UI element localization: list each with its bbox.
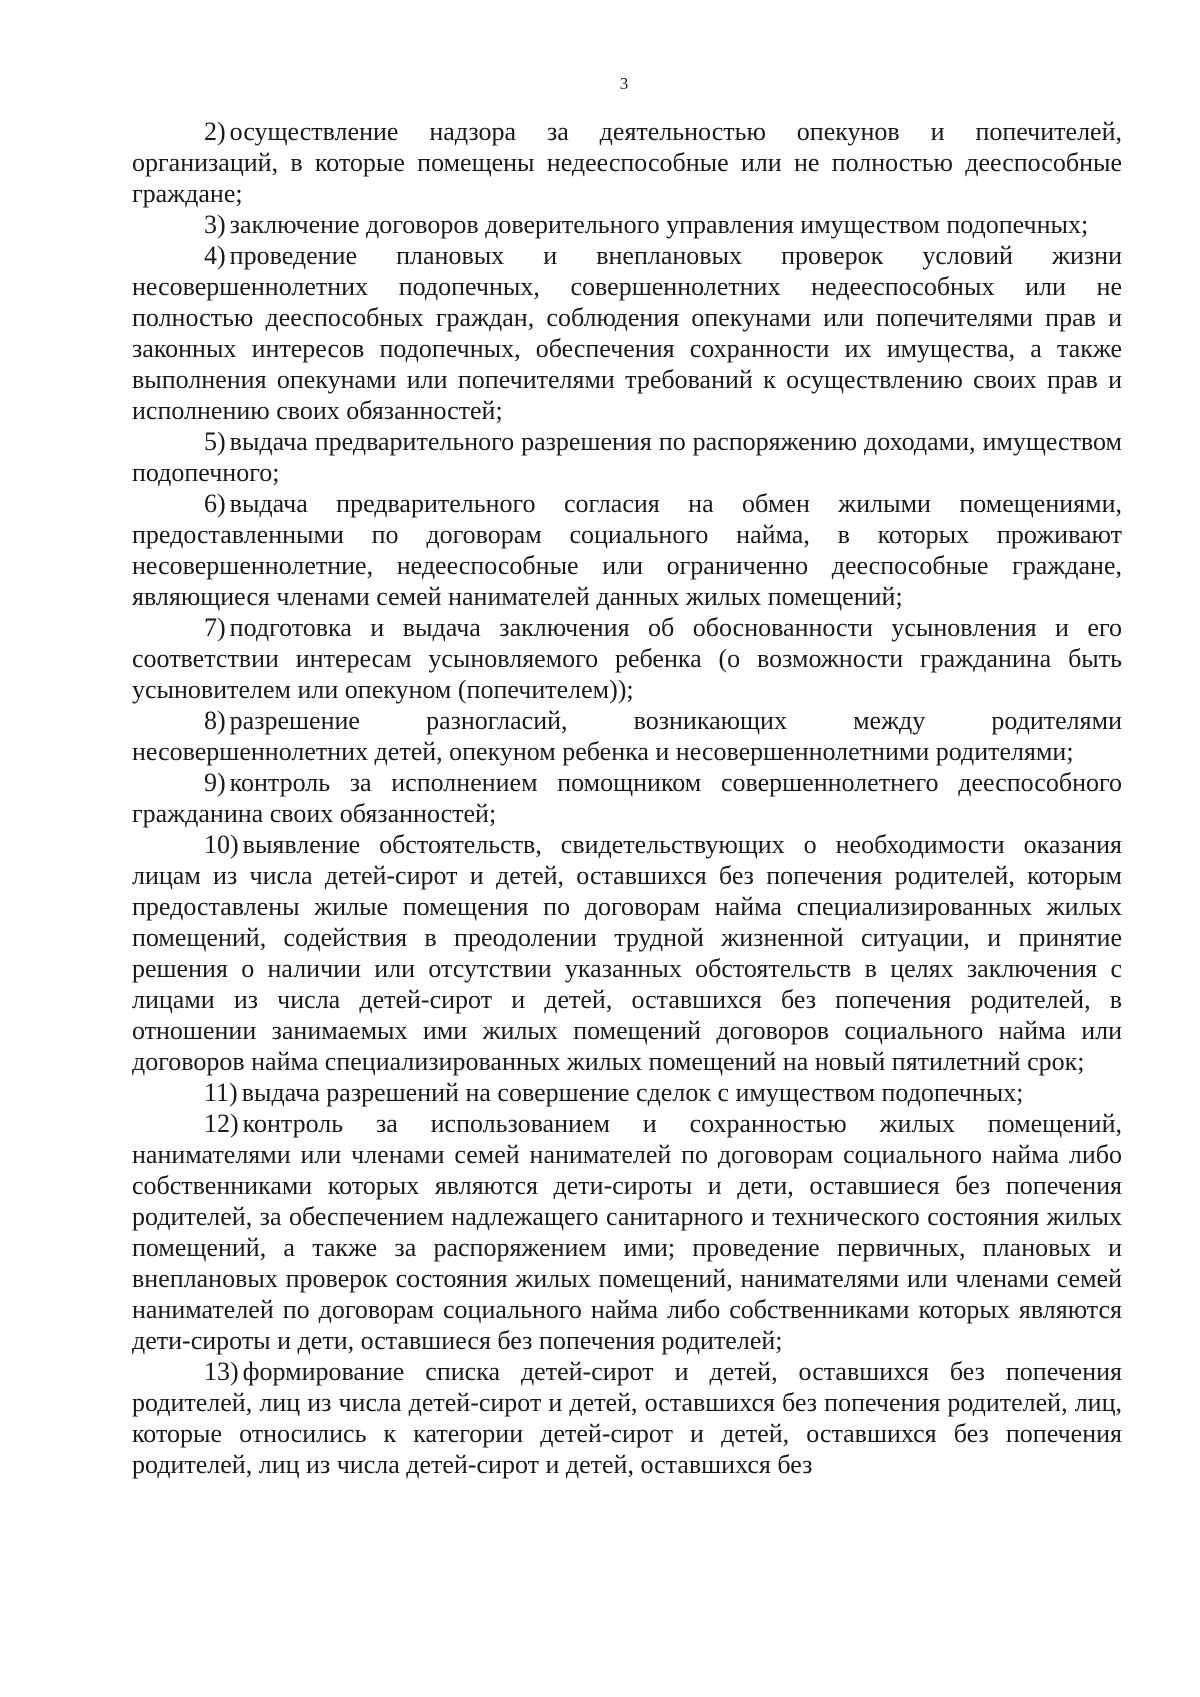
item-number: 9)	[204, 768, 226, 797]
list-item	[132, 488, 1122, 612]
item-text: формирование списка детей-сирот и детей, оставшихся без попечения родителей, лиц из числа детей-сирот и детей, оставшихся без попечения родителей, лиц, которые относились к категории детей-сирот и детей, оставшихся без попечения родителей, лиц из числа детей-сирот и детей, оставшихся без	[132, 1357, 1122, 1479]
page-number: 3	[619, 74, 629, 93]
item-number: 8)	[204, 706, 226, 735]
item-text: разрешение разногласий, возникающих между родителями несовершеннолетних детей, опекуном ребенка и несовершеннолетними родителями;	[132, 706, 1122, 766]
item-text: выявление обстоятельств, свидетельствующих о необходимости оказания лицам из числа детей-сирот и детей, оставшихся без попечения родителей, которым предоставлены жилые помещения по договорам найма специализированных жилых помещений, содействия в преодолении трудной жизненной ситуации, и принятие решения о наличии или отсутствии указанных обстоятельств в целях заключения с лицами из числа детей-сирот и детей, оставшихся без попечения родителей, в отношении занимаемых ими жилых помещений договоров социального найма или договоров найма специализированных жилых помещений на новый пятилетний срок;	[132, 830, 1122, 1076]
item-number: 10)	[204, 830, 239, 859]
item-number: 7)	[204, 613, 226, 642]
list-item	[132, 1077, 1122, 1108]
item-number: 11)	[204, 1078, 238, 1107]
list-item	[132, 705, 1122, 767]
item-number: 4)	[204, 241, 226, 270]
document-body	[132, 116, 1122, 1480]
item-number: 2)	[204, 117, 226, 146]
list-item	[132, 829, 1122, 1077]
item-text: заключение договоров доверительного управления имуществом подопечных;	[229, 210, 1089, 239]
item-text: контроль за исполнением помощником совершеннолетнего дееспособного гражданина своих обязанностей;	[132, 768, 1122, 828]
item-number: 13)	[204, 1357, 239, 1386]
item-text: выдача разрешений на совершение сделок с имуществом подопечных;	[241, 1078, 1024, 1107]
item-text: контроль за использованием и сохранностью жилых помещений, нанимателями или членами семей нанимателей по договорам социального найма либо собственниками которых являются дети-сироты и дети, оставшиеся без попечения родителей, за обеспечением надлежащего санитарного и технического состояния жилых помещений, а также за распоряжением ими; проведение первичных, плановых и внеплановых проверок состояния жилых помещений, нанимателями или членами семей нанимателей по договорам социального найма либо собственниками которых являются дети-сироты и дети, оставшиеся без попечения родителей;	[132, 1109, 1122, 1355]
list-item	[132, 1356, 1122, 1480]
list-item	[132, 240, 1122, 426]
item-text: осуществление надзора за деятельностью опекунов и попечителей, организаций, в которые помещены недееспособные или не полностью дееспособные граждане;	[132, 117, 1122, 208]
list-item	[132, 426, 1122, 488]
item-number: 12)	[204, 1109, 239, 1138]
item-text: подготовка и выдача заключения об обоснованности усыновления и его соответствии интересам усыновляемого ребенка (о возможности гражданина быть усыновителем или опекуном (попечителем));	[132, 613, 1122, 704]
list-item	[132, 1108, 1122, 1356]
list-item	[132, 612, 1122, 705]
item-text: выдача предварительного разрешения по распоряжению доходами, имуществом подопечного;	[132, 427, 1122, 487]
list-item	[132, 116, 1122, 209]
item-number: 6)	[204, 489, 226, 518]
item-number: 5)	[204, 427, 226, 456]
list-item	[132, 767, 1122, 829]
list-item	[132, 209, 1122, 240]
item-number: 3)	[204, 210, 226, 239]
item-text: выдача предварительного согласия на обмен жилыми помещениями, предоставленными по договорам социального найма, в которых проживают несовершеннолетние, недееспособные или ограниченно дееспособные граждане, являющиеся членами семей нанимателей данных жилых помещений;	[132, 489, 1122, 611]
item-text: проведение плановых и внеплановых проверок условий жизни несовершеннолетних подопечных, совершеннолетних недееспособных или не полностью дееспособных граждан, соблюдения опекунами или попечителями прав и законных интересов подопечных, обеспечения сохранности их имущества, а также выполнения опекунами или попечителями требований к осуществлению своих прав и исполнению своих обязанностей;	[132, 241, 1122, 425]
